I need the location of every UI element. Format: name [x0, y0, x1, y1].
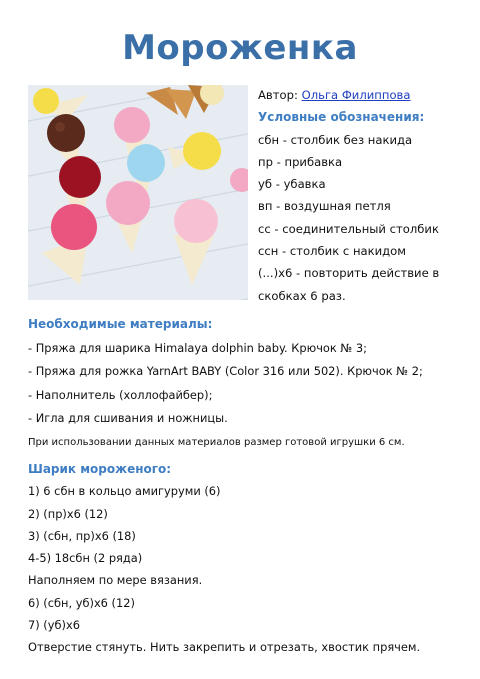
- material-item: - Наполнитель (холлофайбер);: [28, 387, 213, 402]
- legend-item: вп - воздушная петля: [258, 199, 391, 214]
- ice-cream-illustration: [28, 85, 248, 300]
- legend-column: [258, 84, 468, 307]
- material-item: - Пряжа для шарика Himalaya dolphin baby. Крючок № 3;: [28, 340, 367, 355]
- pattern-row: 6) (сбн, уб)х6 (12): [28, 595, 135, 610]
- legend-item: пр - прибавка: [258, 154, 343, 169]
- legend-item: сс - соединительный столбик: [258, 221, 439, 236]
- legend-item: скобках 6 раз.: [258, 288, 346, 303]
- legend-item: (...)х6 - повторить действие в: [258, 266, 440, 281]
- page-title: Мороженка: [122, 28, 358, 68]
- legend-item: ссн - столбик с накидом: [258, 244, 407, 259]
- ice-cream-photo: [28, 85, 248, 300]
- ball-heading: Шарик мороженого:: [28, 462, 172, 476]
- legend-item: уб - убавка: [258, 177, 326, 192]
- pattern-row: 7) (уб)х6: [28, 618, 80, 633]
- pattern-row: 3) (сбн, пр)х6 (18): [28, 528, 136, 543]
- author-link[interactable]: Ольга Филиппова: [301, 88, 411, 102]
- author-label: Автор:: [258, 88, 298, 102]
- pattern-row: Отверстие стянуть. Нить закрепить и отрезать, хвостик прячем.: [28, 640, 421, 655]
- pattern-row: 4-5) 18сбн (2 ряда): [28, 551, 143, 566]
- material-item: - Пряжа для рожка YarnArt BABY (Color 316 или 502). Крючок № 2;: [28, 364, 423, 378]
- materials-note: При использовании данных материалов размер готовой игрушки 6 см.: [28, 436, 405, 448]
- ball-section: [28, 458, 468, 659]
- author-line: [258, 84, 468, 106]
- materials-heading: Необходимые материалы:: [28, 317, 213, 331]
- material-item: - Игла для сшивания и ножницы.: [28, 411, 228, 425]
- pattern-row: Наполняем по мере вязания.: [28, 573, 203, 588]
- materials-section: [28, 313, 468, 454]
- pattern-row: 1) 6 сбн в кольцо амигуруми (6): [28, 484, 221, 499]
- pattern-row: 2) (пр)х6 (12): [28, 506, 108, 521]
- legend-heading: Условные обозначения:: [258, 110, 425, 125]
- legend-item: сбн - столбик без накида: [258, 132, 413, 147]
